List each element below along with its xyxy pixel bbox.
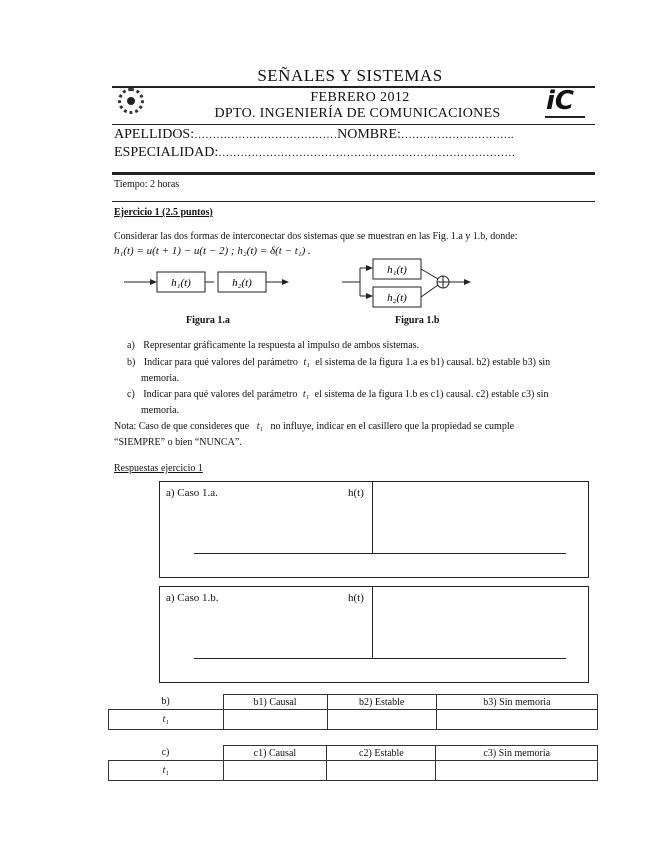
case-a-x-axis — [194, 553, 566, 554]
header-rule-top — [112, 86, 595, 88]
item-c-cont: memoria. — [141, 405, 180, 416]
item-a — [127, 340, 419, 351]
fig-b-h2-label: h₂(t) — [387, 292, 407, 304]
answer-table-b — [108, 694, 598, 730]
item-b-param: t₁ — [303, 357, 310, 368]
time-rule — [112, 201, 595, 202]
table-b-col-memoria: b3) Sin memoria — [436, 695, 597, 710]
table-b-row-label: t₁ — [109, 710, 224, 730]
exercise-title: Ejercicio 1 (2.5 puntos) — [114, 207, 213, 218]
case-b-x-axis — [194, 658, 566, 659]
fig-a-h1-label: h₁(t) — [171, 277, 191, 289]
especialidad-field[interactable]: ……………………………………………………………………… — [218, 147, 516, 159]
item-c-param: t₁ — [302, 389, 310, 400]
table-b-label: b) — [161, 696, 170, 708]
table-c-cell-memoria[interactable] — [436, 761, 598, 781]
case-a-label: a) Caso 1.a. — [166, 487, 218, 499]
apellidos-line — [114, 127, 514, 143]
table-c-col-estable: c2) Estable — [327, 746, 436, 761]
item-b-label: b) — [127, 357, 136, 368]
apellidos-label: APELLIDOS: — [114, 127, 195, 142]
time-allowed: Tiempo: 2 horas — [114, 179, 180, 190]
table-c-cell-estable[interactable] — [327, 761, 436, 781]
exercise-formula: h₁(t) = u(t + 1) − u(t − 2) ; h₂(t) = δ(t − t₁) . — [114, 245, 311, 257]
answer-box-case-b[interactable] — [159, 586, 589, 683]
apellidos-field[interactable]: ………………………………… — [194, 129, 338, 141]
table-b-cell-memoria[interactable] — [436, 710, 597, 730]
fig-b-h1-label: h₁(t) — [387, 264, 407, 276]
item-b-cont: memoria. — [141, 373, 180, 384]
note-text-post: no influye, indicar en el casillero que la propiedad se cumple — [270, 421, 515, 432]
table-b-col-causal: b1) Causal — [223, 695, 327, 710]
answers-heading: Respuestas ejercicio 1 — [114, 463, 203, 474]
note-param: t₁ — [256, 421, 264, 432]
case-b-label: a) Caso 1.b. — [166, 592, 219, 604]
item-c-label: c) — [127, 389, 135, 400]
table-c-row-label: t₁ — [109, 761, 224, 781]
course-title: SEÑALES Y SISTEMAS — [257, 66, 443, 85]
department-name: DPTO. INGENIERÍA DE COMUNICACIONES — [214, 106, 501, 121]
table-b-cell-causal[interactable] — [223, 710, 327, 730]
case-b-axis-label: h(t) — [348, 592, 364, 604]
item-a-label: a) — [127, 340, 135, 351]
block-diagrams — [110, 255, 570, 315]
fig-b-caption: Figura 1.b — [395, 315, 440, 326]
table-c-col-causal: c1) Causal — [223, 746, 327, 761]
case-a-y-axis — [372, 482, 373, 554]
item-c — [127, 389, 548, 400]
header-rule-thick — [112, 172, 595, 175]
item-b — [127, 357, 550, 368]
especialidad-label: ESPECIALIDAD: — [114, 145, 219, 160]
nombre-label: NOMBRE: — [337, 127, 401, 142]
case-a-axis-label: h(t) — [348, 487, 364, 499]
note-cont: “SIEMPRE” o bien “NUNCA”. — [114, 437, 242, 448]
ic-logo-icon: iC — [546, 86, 574, 116]
table-b-cell-estable[interactable] — [327, 710, 436, 730]
nombre-field[interactable]: …………………………. — [400, 129, 514, 141]
table-c-col-memoria: c3) Sin memoria — [436, 746, 598, 761]
item-a-text: Representar gráficamente la respuesta al impulso de ambos sistemas. — [143, 340, 420, 351]
header-rule-mid — [112, 124, 595, 125]
item-b-text-pre: Indicar para qué valores del parámetro — [143, 357, 298, 368]
ic-logo-underline — [545, 116, 585, 118]
item-c-text-pre: Indicar para qué valores del parámetro — [143, 389, 298, 400]
note-text-pre: Nota: Caso de que consideres que — [114, 421, 250, 432]
note — [114, 421, 594, 432]
item-b-text-post: el sistema de la figura 1.a es b1) causal. b2) estable b3) sin — [315, 357, 551, 368]
table-c-label: c) — [161, 747, 170, 759]
answer-table-c — [108, 745, 598, 781]
figure-1a-diagram — [124, 272, 288, 292]
table-b-col-estable: b2) Estable — [327, 695, 436, 710]
fig-a-caption: Figura 1.a — [186, 315, 230, 326]
especialidad-line — [114, 145, 515, 161]
exercise-intro: Considerar las dos formas de interconectar dos sistemas que se muestran en las Fig. 1.a y 1.b, donde: — [114, 231, 518, 242]
fig-a-h2-label: h₂(t) — [232, 277, 252, 289]
table-c-cell-causal[interactable] — [223, 761, 327, 781]
exam-date: FEBRERO 2012 — [310, 90, 410, 105]
figure-1b-diagram — [342, 259, 470, 307]
answer-box-case-a[interactable] — [159, 481, 589, 578]
item-c-text-post: el sistema de la figura 1.b es c1) causal. c2) estable c3) sin — [314, 389, 549, 400]
case-b-y-axis — [372, 587, 373, 659]
